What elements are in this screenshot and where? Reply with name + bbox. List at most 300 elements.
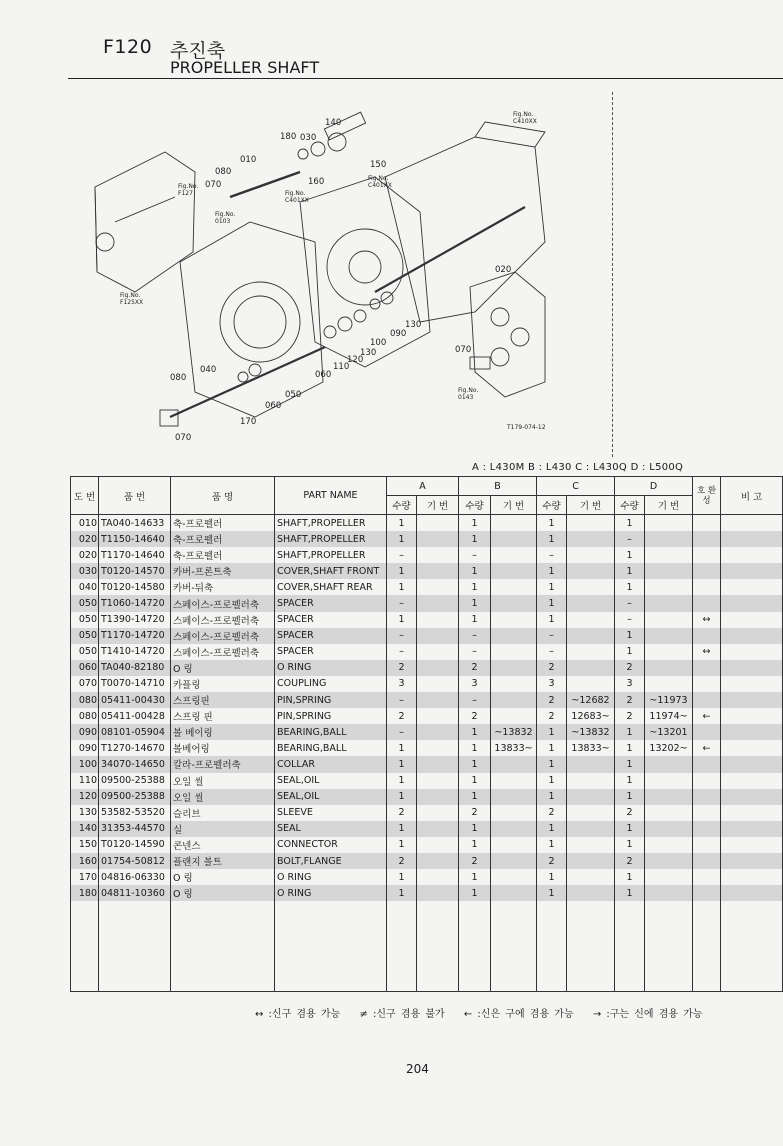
serial-b-cell (491, 628, 537, 644)
interchange-cell: ← (693, 708, 721, 724)
part-no-cell: 05411-00430 (99, 692, 171, 708)
qty-c-cell: 2 (537, 708, 567, 724)
table-row (71, 531, 783, 547)
serial-b-cell (491, 773, 537, 789)
serial-b-cell (491, 531, 537, 547)
qty-a-cell: 1 (387, 773, 417, 789)
qty-a-cell: 2 (387, 805, 417, 821)
serial-b-cell (491, 789, 537, 805)
serial-c-cell (567, 563, 615, 579)
blank-cell (387, 901, 417, 992)
serial-c-cell (567, 612, 615, 628)
name-ko-cell: 스페이스-프로펠러축 (171, 628, 275, 644)
remarks-cell (721, 644, 783, 660)
table-row (71, 789, 783, 805)
part-name-cell: COVER,SHAFT REAR (275, 579, 387, 595)
qty-a-cell: 1 (387, 612, 417, 628)
svg-text:080: 080 (215, 167, 232, 177)
qty-c-cell: 1 (537, 821, 567, 837)
qty-b-cell: 2 (459, 708, 491, 724)
serial-c-cell (567, 531, 615, 547)
part-name-cell: COUPLING (275, 676, 387, 692)
remarks-cell (721, 676, 783, 692)
serial-a-cell (417, 756, 459, 772)
header-group-c: C (537, 477, 615, 496)
serial-a-cell (417, 853, 459, 869)
table-header-row (71, 477, 783, 496)
qty-c-cell: – (537, 547, 567, 563)
qty-a-cell: 2 (387, 660, 417, 676)
qty-d-cell: 2 (615, 708, 645, 724)
interchange-cell (693, 837, 721, 853)
interchange-cell (693, 547, 721, 563)
header-ref: 도 번 (71, 477, 99, 515)
serial-d-cell (645, 756, 693, 772)
svg-text:Fig.No.: Fig.No. (285, 190, 306, 197)
ref-cell: 070 (71, 676, 99, 692)
qty-a-cell: 1 (387, 579, 417, 595)
part-name-cell: PIN,SPRING (275, 692, 387, 708)
name-ko-cell: 카버-프론트축 (171, 563, 275, 579)
ref-cell: 100 (71, 756, 99, 772)
blank-cell (275, 901, 387, 992)
qty-b-cell: 1 (459, 821, 491, 837)
name-ko-cell: 스프링 핀 (171, 708, 275, 724)
qty-a-cell: 1 (387, 756, 417, 772)
remarks-cell (721, 837, 783, 853)
qty-a-cell: – (387, 644, 417, 660)
remarks-cell (721, 805, 783, 821)
qty-a-cell: – (387, 595, 417, 611)
interchange-cell (693, 563, 721, 579)
serial-d-cell (645, 676, 693, 692)
part-no-cell: 05411-00428 (99, 708, 171, 724)
interchange-cell (693, 515, 721, 532)
serial-d-cell (645, 579, 693, 595)
part-no-cell: T1150-14640 (99, 531, 171, 547)
header-serial: 기 번 (645, 496, 693, 515)
table-row (71, 644, 783, 660)
blank-cell (171, 901, 275, 992)
part-name-cell: CONNECTOR (275, 837, 387, 853)
qty-c-cell: 2 (537, 853, 567, 869)
interchange-cell (693, 676, 721, 692)
legend-item: → :구는 신에 겸용 가능 (592, 1009, 703, 1020)
qty-c-cell: 1 (537, 531, 567, 547)
name-ko-cell: O 링 (171, 660, 275, 676)
name-ko-cell: 실 (171, 821, 275, 837)
table-row (71, 821, 783, 837)
header-qty: 수량 (615, 496, 645, 515)
serial-c-cell (567, 821, 615, 837)
remarks-cell (721, 595, 783, 611)
qty-a-cell: 1 (387, 789, 417, 805)
interchange-cell (693, 821, 721, 837)
qty-c-cell: 3 (537, 676, 567, 692)
serial-a-cell (417, 869, 459, 885)
part-name-cell: SPACER (275, 644, 387, 660)
svg-text:120: 120 (347, 355, 364, 365)
remarks-cell (721, 708, 783, 724)
header-group-a: A (387, 477, 459, 496)
part-name-cell: BEARING,BALL (275, 740, 387, 756)
qty-b-cell: 1 (459, 724, 491, 740)
serial-a-cell (417, 740, 459, 756)
serial-d-cell (645, 853, 693, 869)
interchange-cell (693, 805, 721, 821)
part-name-cell: BOLT,FLANGE (275, 853, 387, 869)
header-part-name: PART NAME (275, 477, 387, 515)
serial-a-cell (417, 789, 459, 805)
part-name-cell: SPACER (275, 595, 387, 611)
blank-cell (693, 901, 721, 992)
interchange-cell (693, 595, 721, 611)
svg-text:C401XX: C401XX (368, 182, 392, 189)
serial-a-cell (417, 676, 459, 692)
ref-cell: 050 (71, 628, 99, 644)
qty-b-cell: 1 (459, 756, 491, 772)
remarks-cell (721, 789, 783, 805)
interchange-legend (255, 1005, 717, 1020)
qty-a-cell: – (387, 692, 417, 708)
interchange-cell (693, 869, 721, 885)
name-ko-cell: 스페이스-프로펠러축 (171, 612, 275, 628)
ref-cell: 050 (71, 644, 99, 660)
serial-a-cell (417, 628, 459, 644)
qty-d-cell: 3 (615, 676, 645, 692)
serial-c-cell (567, 869, 615, 885)
name-ko-cell: 카플링 (171, 676, 275, 692)
blank-cell (459, 901, 491, 992)
qty-c-cell: 1 (537, 612, 567, 628)
header-qty: 수량 (387, 496, 417, 515)
table-row (71, 692, 783, 708)
name-ko-cell: 칼라-프로펠러축 (171, 756, 275, 772)
serial-d-cell (645, 821, 693, 837)
qty-d-cell: 1 (615, 885, 645, 901)
header-title-ko: 추진축 (170, 40, 226, 62)
interchange-cell (693, 692, 721, 708)
qty-d-cell: 1 (615, 740, 645, 756)
remarks-cell (721, 628, 783, 644)
svg-text:050: 050 (285, 390, 302, 400)
serial-a-cell (417, 805, 459, 821)
part-name-cell: SPACER (275, 628, 387, 644)
ref-cell: 050 (71, 595, 99, 611)
svg-text:150: 150 (370, 160, 387, 170)
ref-cell: 010 (71, 515, 99, 532)
qty-b-cell: 2 (459, 805, 491, 821)
serial-d-cell: ~11973 (645, 692, 693, 708)
qty-d-cell: 1 (615, 563, 645, 579)
serial-b-cell (491, 837, 537, 853)
part-no-cell: 01754-50812 (99, 853, 171, 869)
serial-d-cell (645, 563, 693, 579)
interchange-cell: ↔ (693, 644, 721, 660)
remarks-cell (721, 660, 783, 676)
remarks-cell (721, 724, 783, 740)
blank-cell (491, 901, 537, 992)
part-no-cell: T1410-14720 (99, 644, 171, 660)
qty-a-cell: – (387, 628, 417, 644)
name-ko-cell: 스페이스-프로펠러축 (171, 595, 275, 611)
qty-c-cell: 1 (537, 773, 567, 789)
serial-c-cell (567, 547, 615, 563)
ref-cell: 030 (71, 563, 99, 579)
table-row (71, 756, 783, 772)
qty-b-cell: 1 (459, 595, 491, 611)
svg-text:100: 100 (370, 338, 387, 348)
serial-d-cell (645, 612, 693, 628)
serial-a-cell (417, 708, 459, 724)
serial-a-cell (417, 724, 459, 740)
table-row (71, 740, 783, 756)
serial-a-cell (417, 660, 459, 676)
serial-d-cell (645, 660, 693, 676)
svg-text:F125XX: F125XX (120, 299, 144, 306)
serial-b-cell (491, 692, 537, 708)
svg-text:Fig.No.: Fig.No. (368, 175, 389, 182)
part-no-cell: 09500-25388 (99, 789, 171, 805)
svg-text:090: 090 (390, 329, 407, 339)
remarks-cell (721, 563, 783, 579)
remarks-cell (721, 869, 783, 885)
svg-text:040: 040 (200, 365, 217, 375)
serial-a-cell (417, 692, 459, 708)
serial-c-cell (567, 644, 615, 660)
table-row (71, 660, 783, 676)
qty-a-cell: 1 (387, 837, 417, 853)
serial-d-cell (645, 515, 693, 532)
serial-c-cell (567, 515, 615, 532)
qty-c-cell: – (537, 628, 567, 644)
serial-b-cell (491, 885, 537, 901)
name-ko-cell: 오일 씰 (171, 789, 275, 805)
qty-a-cell: 1 (387, 563, 417, 579)
svg-text:070: 070 (175, 433, 192, 443)
table-row (71, 853, 783, 869)
svg-text:130: 130 (405, 320, 422, 330)
remarks-cell (721, 853, 783, 869)
header-part-no: 품 번 (99, 477, 171, 515)
header-remarks: 비 고 (721, 477, 783, 515)
ref-cell: 150 (71, 837, 99, 853)
serial-d-cell (645, 773, 693, 789)
ref-cell: 090 (71, 724, 99, 740)
qty-d-cell: 2 (615, 692, 645, 708)
serial-c-cell (567, 885, 615, 901)
header-interchange: 호 환 성 (693, 477, 721, 515)
interchange-cell (693, 628, 721, 644)
part-no-cell: T0120-14580 (99, 579, 171, 595)
serial-c-cell: ~12682 (567, 692, 615, 708)
serial-b-cell (491, 579, 537, 595)
part-no-cell: T0070-14710 (99, 676, 171, 692)
interchange-cell (693, 531, 721, 547)
ref-cell: 160 (71, 853, 99, 869)
serial-c-cell (567, 756, 615, 772)
name-ko-cell: 슬리브 (171, 805, 275, 821)
ref-cell: 040 (71, 579, 99, 595)
part-name-cell: SEAL (275, 821, 387, 837)
header-rule (68, 78, 783, 79)
serial-d-cell (645, 644, 693, 660)
part-no-cell: TA040-82180 (99, 660, 171, 676)
qty-b-cell: 1 (459, 563, 491, 579)
blank-cell (417, 901, 459, 992)
name-ko-cell: 카버-뒤축 (171, 579, 275, 595)
table-row (71, 869, 783, 885)
serial-b-cell (491, 644, 537, 660)
qty-d-cell: 1 (615, 837, 645, 853)
ref-cell: 110 (71, 773, 99, 789)
remarks-cell (721, 547, 783, 563)
interchange-cell (693, 660, 721, 676)
interchange-cell (693, 773, 721, 789)
qty-b-cell: 1 (459, 773, 491, 789)
serial-a-cell (417, 547, 459, 563)
svg-text:060: 060 (315, 370, 332, 380)
remarks-cell (721, 885, 783, 901)
svg-text:Fig.No.: Fig.No. (215, 211, 236, 218)
svg-text:140: 140 (325, 118, 342, 128)
part-name-cell: PIN,SPRING (275, 708, 387, 724)
qty-d-cell: 1 (615, 644, 645, 660)
part-name-cell: O RING (275, 660, 387, 676)
part-no-cell: 34070-14650 (99, 756, 171, 772)
name-ko-cell: 오일 씰 (171, 773, 275, 789)
serial-b-cell (491, 676, 537, 692)
svg-text:030: 030 (300, 133, 317, 143)
serial-a-cell (417, 644, 459, 660)
qty-b-cell: – (459, 628, 491, 644)
qty-b-cell: 1 (459, 869, 491, 885)
serial-c-cell (567, 853, 615, 869)
header-serial: 기 번 (417, 496, 459, 515)
part-name-cell: SLEEVE (275, 805, 387, 821)
ref-cell: 060 (71, 660, 99, 676)
svg-text:010: 010 (240, 155, 257, 165)
part-name-cell: COVER,SHAFT FRONT (275, 563, 387, 579)
svg-text:170: 170 (240, 417, 257, 427)
ref-cell: 180 (71, 885, 99, 901)
qty-b-cell: 1 (459, 837, 491, 853)
serial-d-cell (645, 531, 693, 547)
serial-b-cell (491, 515, 537, 532)
qty-b-cell: 1 (459, 789, 491, 805)
svg-text:110: 110 (333, 362, 350, 372)
serial-b-cell (491, 563, 537, 579)
legend-item: ↔ :신구 겸용 가능 (255, 1009, 341, 1020)
qty-a-cell: 1 (387, 531, 417, 547)
svg-text:070: 070 (205, 180, 222, 190)
qty-d-cell: 1 (615, 724, 645, 740)
ref-cell: 080 (71, 708, 99, 724)
header-qty: 수량 (459, 496, 491, 515)
table-row (71, 612, 783, 628)
part-no-cell: TA040-14633 (99, 515, 171, 532)
part-no-cell: T1170-14720 (99, 628, 171, 644)
serial-b-cell (491, 660, 537, 676)
table-row (71, 724, 783, 740)
part-no-cell: T1390-14720 (99, 612, 171, 628)
part-no-cell: T0120-14590 (99, 837, 171, 853)
svg-text:C401XX: C401XX (285, 197, 309, 204)
qty-b-cell: 2 (459, 660, 491, 676)
serial-a-cell (417, 821, 459, 837)
remarks-cell (721, 612, 783, 628)
serial-b-cell (491, 805, 537, 821)
table-blank-row (71, 901, 783, 992)
diagram-divider (612, 92, 613, 457)
qty-a-cell: – (387, 547, 417, 563)
part-no-cell: 09500-25388 (99, 773, 171, 789)
qty-d-cell: – (615, 612, 645, 628)
qty-a-cell: 2 (387, 708, 417, 724)
serial-a-cell (417, 837, 459, 853)
qty-d-cell: 2 (615, 805, 645, 821)
ref-cell: 020 (71, 547, 99, 563)
serial-b-cell (491, 756, 537, 772)
blank-cell (615, 901, 645, 992)
qty-a-cell: 1 (387, 869, 417, 885)
qty-c-cell: 1 (537, 515, 567, 532)
qty-b-cell: 1 (459, 612, 491, 628)
ref-cell: 020 (71, 531, 99, 547)
qty-c-cell: 2 (537, 805, 567, 821)
ref-cell: 090 (71, 740, 99, 756)
serial-d-cell (645, 869, 693, 885)
svg-text:080: 080 (170, 373, 187, 383)
legend-item: ≠ :신구 겸용 불가 (359, 1009, 445, 1020)
svg-text:0143: 0143 (458, 394, 474, 401)
serial-b-cell (491, 821, 537, 837)
remarks-cell (721, 740, 783, 756)
qty-c-cell: 1 (537, 756, 567, 772)
name-ko-cell: 축-프로펠러 (171, 515, 275, 532)
table-row (71, 805, 783, 821)
part-no-cell: T0120-14570 (99, 563, 171, 579)
part-no-cell: 31353-44570 (99, 821, 171, 837)
interchange-cell: ↔ (693, 612, 721, 628)
qty-d-cell: 1 (615, 773, 645, 789)
qty-b-cell: 1 (459, 885, 491, 901)
serial-a-cell (417, 885, 459, 901)
name-ko-cell: 스페이스-프로펠러축 (171, 644, 275, 660)
qty-b-cell: – (459, 547, 491, 563)
interchange-cell (693, 885, 721, 901)
serial-c-cell (567, 579, 615, 595)
blank-cell (71, 901, 99, 992)
serial-a-cell (417, 515, 459, 532)
table-row (71, 676, 783, 692)
name-ko-cell: 축-프로펠러 (171, 531, 275, 547)
interchange-cell (693, 756, 721, 772)
qty-d-cell: 1 (615, 579, 645, 595)
page-number: 204 (406, 1062, 429, 1076)
table-row (71, 547, 783, 563)
blank-cell (567, 901, 615, 992)
svg-text:Fig.No.: Fig.No. (458, 387, 479, 394)
serial-c-cell (567, 595, 615, 611)
serial-c-cell (567, 837, 615, 853)
qty-b-cell: – (459, 644, 491, 660)
header-group-b: B (459, 477, 537, 496)
svg-text:Fig.No.: Fig.No. (178, 183, 199, 190)
blank-cell (721, 901, 783, 992)
part-name-cell: SEAL,OIL (275, 789, 387, 805)
qty-c-cell: 2 (537, 660, 567, 676)
